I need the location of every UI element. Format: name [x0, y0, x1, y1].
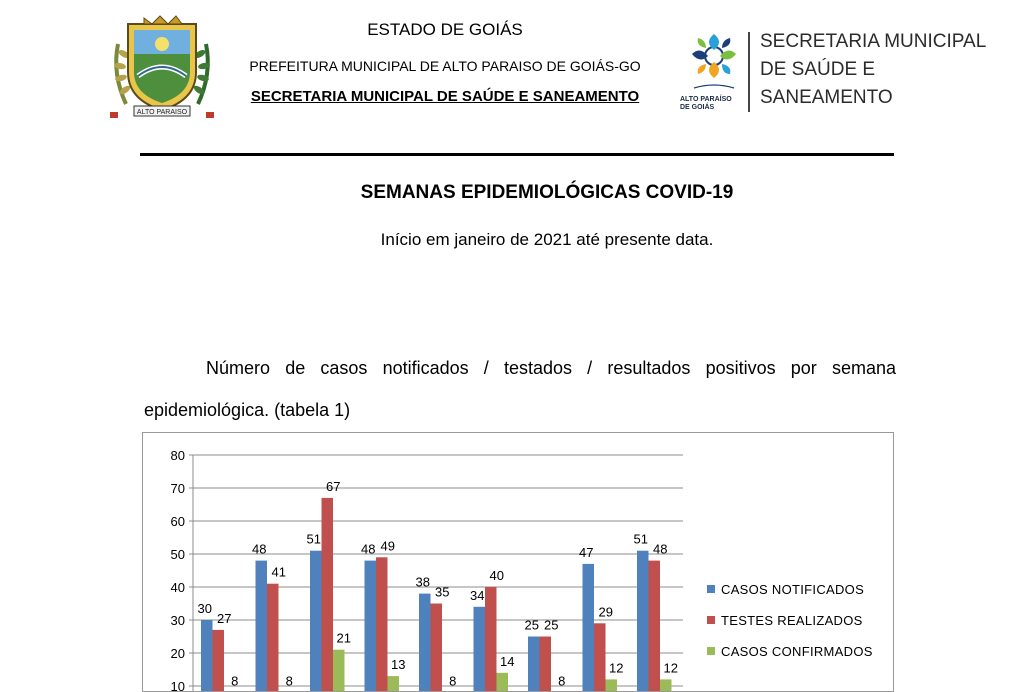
- data-label: 27: [217, 610, 232, 626]
- right-logo-line-3: SANEAMENTO: [760, 87, 893, 108]
- right-logo-line-1: SECRETARIA MUNICIPAL: [760, 31, 987, 52]
- secretariat-heading: SECRETARIA MUNICIPAL DE SAÚDE E SANEAMENTO: [250, 88, 640, 105]
- right-logo-caption: [680, 96, 732, 112]
- bar: [606, 679, 618, 691]
- data-label: 29: [598, 604, 613, 620]
- bar: [583, 564, 595, 691]
- legend-swatch: [707, 647, 715, 655]
- data-label: 25: [544, 617, 559, 633]
- bar: [649, 561, 661, 691]
- y-tick-label: 60: [170, 514, 185, 529]
- legend-swatch: [707, 616, 715, 624]
- bar: [333, 650, 345, 691]
- municipal-coat-of-arms-icon: [104, 14, 220, 122]
- document-subtitle: Início em janeiro de 2021 até presente data.: [380, 230, 714, 249]
- data-label: 38: [415, 574, 430, 590]
- bar: [594, 623, 606, 691]
- data-label: 8: [558, 673, 566, 689]
- y-tick-label: 30: [170, 613, 185, 628]
- data-label: 41: [271, 564, 286, 580]
- data-label: 48: [653, 541, 668, 557]
- state-heading: ESTADO DE GOIÁS: [367, 20, 523, 39]
- y-tick-label: 20: [170, 646, 185, 661]
- data-label: 21: [336, 630, 351, 646]
- data-label: 67: [326, 478, 341, 494]
- right-logo-line-2: DE SAÚDE E: [760, 59, 876, 80]
- y-tick-label: 40: [170, 580, 185, 595]
- document-title: SEMANAS EPIDEMIOLÓGICAS COVID-19: [360, 182, 734, 203]
- chart-frame: [142, 432, 894, 692]
- bar: [365, 561, 377, 691]
- legend-label: CASOS CONFIRMADOS: [721, 644, 873, 659]
- data-label: 8: [231, 673, 239, 689]
- data-label: 8: [449, 673, 457, 689]
- data-label: 48: [361, 541, 376, 557]
- data-label: 51: [306, 531, 321, 547]
- bar: [267, 584, 279, 691]
- bar: [201, 620, 213, 691]
- data-label: 30: [197, 601, 212, 616]
- y-tick-label: 50: [170, 547, 185, 562]
- data-label: 40: [489, 568, 504, 583]
- bar: [322, 498, 334, 691]
- data-label: 14: [500, 653, 515, 669]
- data-label: 35: [435, 584, 450, 600]
- alto-paraiso-flower-logo-icon: [684, 28, 744, 94]
- data-label: 8: [285, 673, 293, 689]
- right-logo-caption-line-1: ALTO PARAÍSO: [680, 96, 732, 103]
- bar: [388, 676, 400, 691]
- bar: [310, 551, 322, 691]
- coat-of-arms-text: ALTO PARAISO: [136, 109, 188, 116]
- data-label: 12: [609, 660, 624, 676]
- bar-chart: [143, 433, 893, 691]
- bar: [419, 594, 431, 691]
- legend-swatch: [707, 585, 715, 593]
- y-tick-label: 70: [170, 481, 185, 496]
- data-label: 25: [524, 617, 539, 633]
- bar: [431, 604, 443, 692]
- right-logo-caption-line-2: DE GOIÁS: [680, 104, 715, 111]
- legend-label: TESTES REALIZADOS: [721, 613, 863, 628]
- right-logo-divider: [748, 32, 750, 112]
- y-tick-label: 10: [170, 679, 185, 691]
- y-tick-label: 80: [170, 448, 185, 463]
- data-label: 47: [579, 544, 594, 560]
- header-divider: [140, 153, 894, 156]
- bar: [637, 551, 649, 691]
- bar: [660, 679, 672, 691]
- right-logo-text: [760, 28, 986, 112]
- bar: [540, 637, 552, 692]
- data-label: 51: [633, 531, 648, 547]
- bar: [474, 607, 486, 691]
- bar: [485, 587, 497, 691]
- legend-label: CASOS NOTIFICADOS: [721, 582, 865, 597]
- bar: [256, 561, 268, 691]
- data-label: 49: [380, 538, 395, 554]
- data-label: 12: [663, 660, 678, 676]
- bar: [528, 637, 540, 692]
- bar: [376, 557, 388, 691]
- data-label: 48: [252, 541, 267, 557]
- data-label: 34: [470, 587, 485, 603]
- paragraph-line-1: Número de casos notificados / testados / resultados positivos por semana: [206, 358, 896, 378]
- prefecture-heading: PREFEITURA MUNICIPAL DE ALTO PARAISO DE GOIÁS-GO: [249, 58, 641, 74]
- paragraph-line-2: epidemiológica. (tabela 1): [144, 400, 351, 420]
- data-label: 13: [391, 657, 406, 673]
